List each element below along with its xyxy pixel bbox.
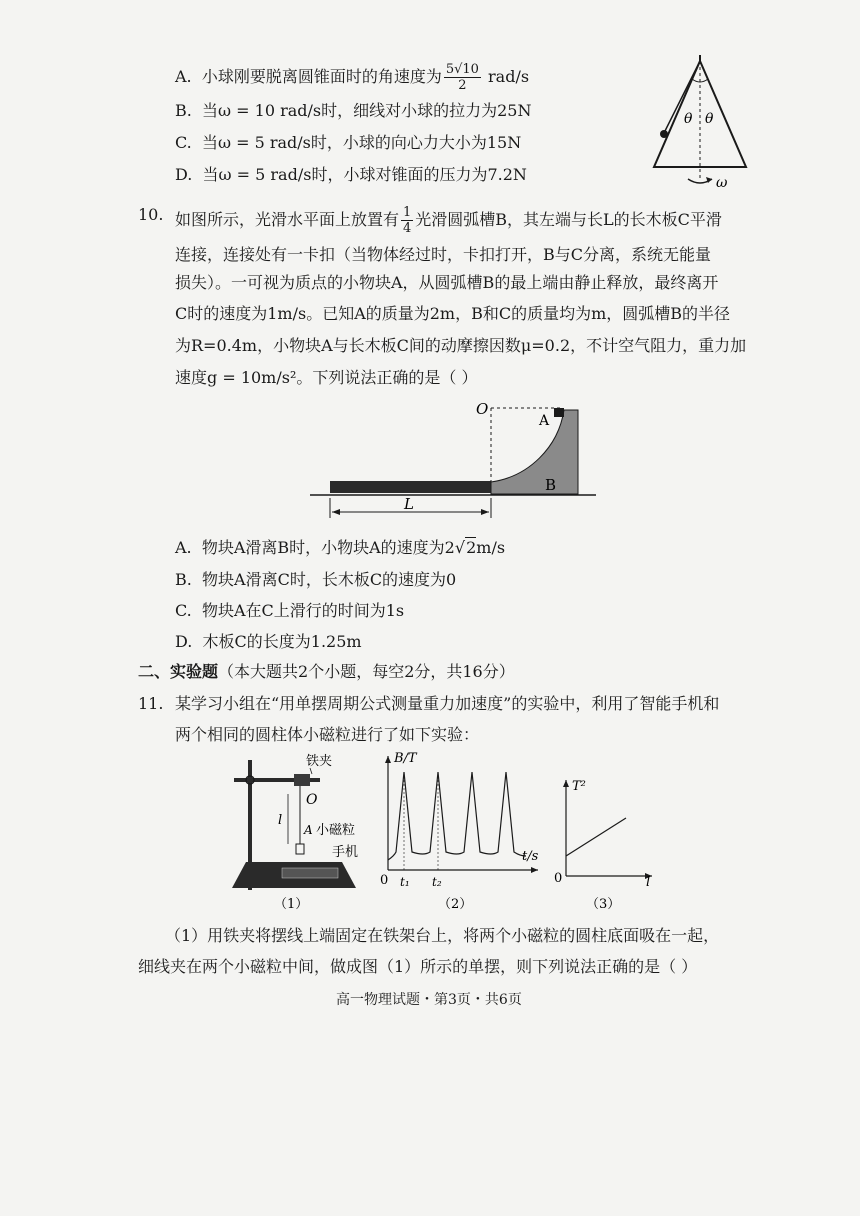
theta-label: θ (684, 111, 693, 127)
l-label: L (404, 495, 414, 513)
t2-label: t₂ (432, 875, 442, 889)
q10-option-b: B. 物块A滑离C时，长木板C的速度为0 (175, 570, 457, 589)
bt-graph (378, 752, 548, 912)
clamp-label: 铁夹 (306, 754, 333, 769)
q11-number: 11. (138, 694, 164, 713)
arc-trough-figure (310, 398, 600, 523)
q10-line1: 如图所示，光滑水平面上放置有 $\frac{1}{4}$ 光滑圆弧槽B，其左端与长L的长木板C平滑 (175, 205, 722, 236)
pendulum-figure (228, 752, 378, 912)
a-label: A (304, 823, 313, 837)
cone-figure (648, 55, 758, 195)
magnet-label: 小磁粒 (316, 823, 356, 838)
q11-sub1-line2: 细线夹在两个小磁粒中间，做成图（1）所示的单摆，则下列说法正确的是（ ） (138, 957, 698, 976)
q9-option-b: B. 当ω = 10 rad/s时，细线对小球的拉力为25N (175, 101, 532, 120)
q9-option-d: D. 当ω = 5 rad/s时，小球对锥面的压力为7.2N (175, 165, 527, 184)
q10-option-a: A. 物块A滑离B时，小物块A的速度为2√2m/s (175, 538, 506, 557)
q10-line3: 损失）。一可视为质点的小物块A，从圆弧槽B的最上端由静止释放，最终离开 (175, 273, 719, 292)
q10-number: 10. (138, 205, 164, 224)
fig1-caption: （1） (274, 897, 309, 912)
x-axis-label: l (646, 875, 651, 890)
q10-line2: 连接，连接处有一卡扣（当物体经过时，卡扣打开，B与C分离，系统无能量 (175, 245, 712, 264)
y-axis-label: B/T (394, 752, 417, 766)
q10-line4: C时的速度为1m/s。已知A的质量为2m，B和C的质量均为m，圆弧槽B的半径 (175, 304, 731, 323)
origin-label: 0 (380, 873, 389, 888)
q10-line6: 速度g = 10m/s²。下列说法正确的是（ ） (175, 368, 478, 387)
phone-label: 手机 (332, 845, 359, 860)
q9-option-a: A. 小球刚要脱离圆锥面时的角速度为 $\frac{5√10}{2}$ rad/s (175, 62, 530, 93)
q10-option-c: C. 物块A在C上滑行的时间为1s (175, 601, 405, 620)
a-label: A (539, 413, 550, 429)
section-heading: 二、实验题（本大题共2个小题，每空2分，共16分） (138, 662, 515, 681)
q11-line2: 两个相同的圆柱体小磁粒进行了如下实验： (175, 725, 480, 744)
q11-sub1-line1: （1）用铁夹将摆线上端固定在铁架台上，将两个小磁粒的圆柱底面吸在一起， (165, 926, 720, 945)
q11-line1: 某学习小组在“用单摆周期公式测量重力加速度”的实验中，利用了智能手机和 (175, 694, 720, 713)
t1-label: t₁ (400, 875, 410, 889)
q10-line5: 为R=0.4m，小物块A与长木板C间的动摩擦因数μ=0.2，不计空气阻力，重力加 (175, 336, 747, 355)
b-label: B (545, 476, 557, 494)
theta-label: θ (705, 111, 714, 127)
l-label: l (278, 813, 283, 828)
q10-option-d: D. 木板C的长度为1.25m (175, 632, 362, 651)
fig2-caption: （2） (438, 897, 473, 912)
omega-label: ω (716, 175, 728, 191)
page-footer: 高一物理试题・第3页・共6页 (336, 992, 522, 1008)
fraction: $\frac{5√10}{2}$ (445, 62, 479, 93)
fig3-caption: （3） (586, 897, 621, 912)
y-axis-label: T² (572, 779, 586, 794)
o-label: O (476, 400, 489, 418)
origin-label: 0 (554, 871, 563, 886)
o-label: O (306, 792, 318, 808)
x-axis-label: t/s (522, 849, 539, 864)
q9-option-c: C. 当ω = 5 rad/s时，小球的向心力大小为15N (175, 133, 522, 152)
t2-l-graph (552, 776, 662, 912)
